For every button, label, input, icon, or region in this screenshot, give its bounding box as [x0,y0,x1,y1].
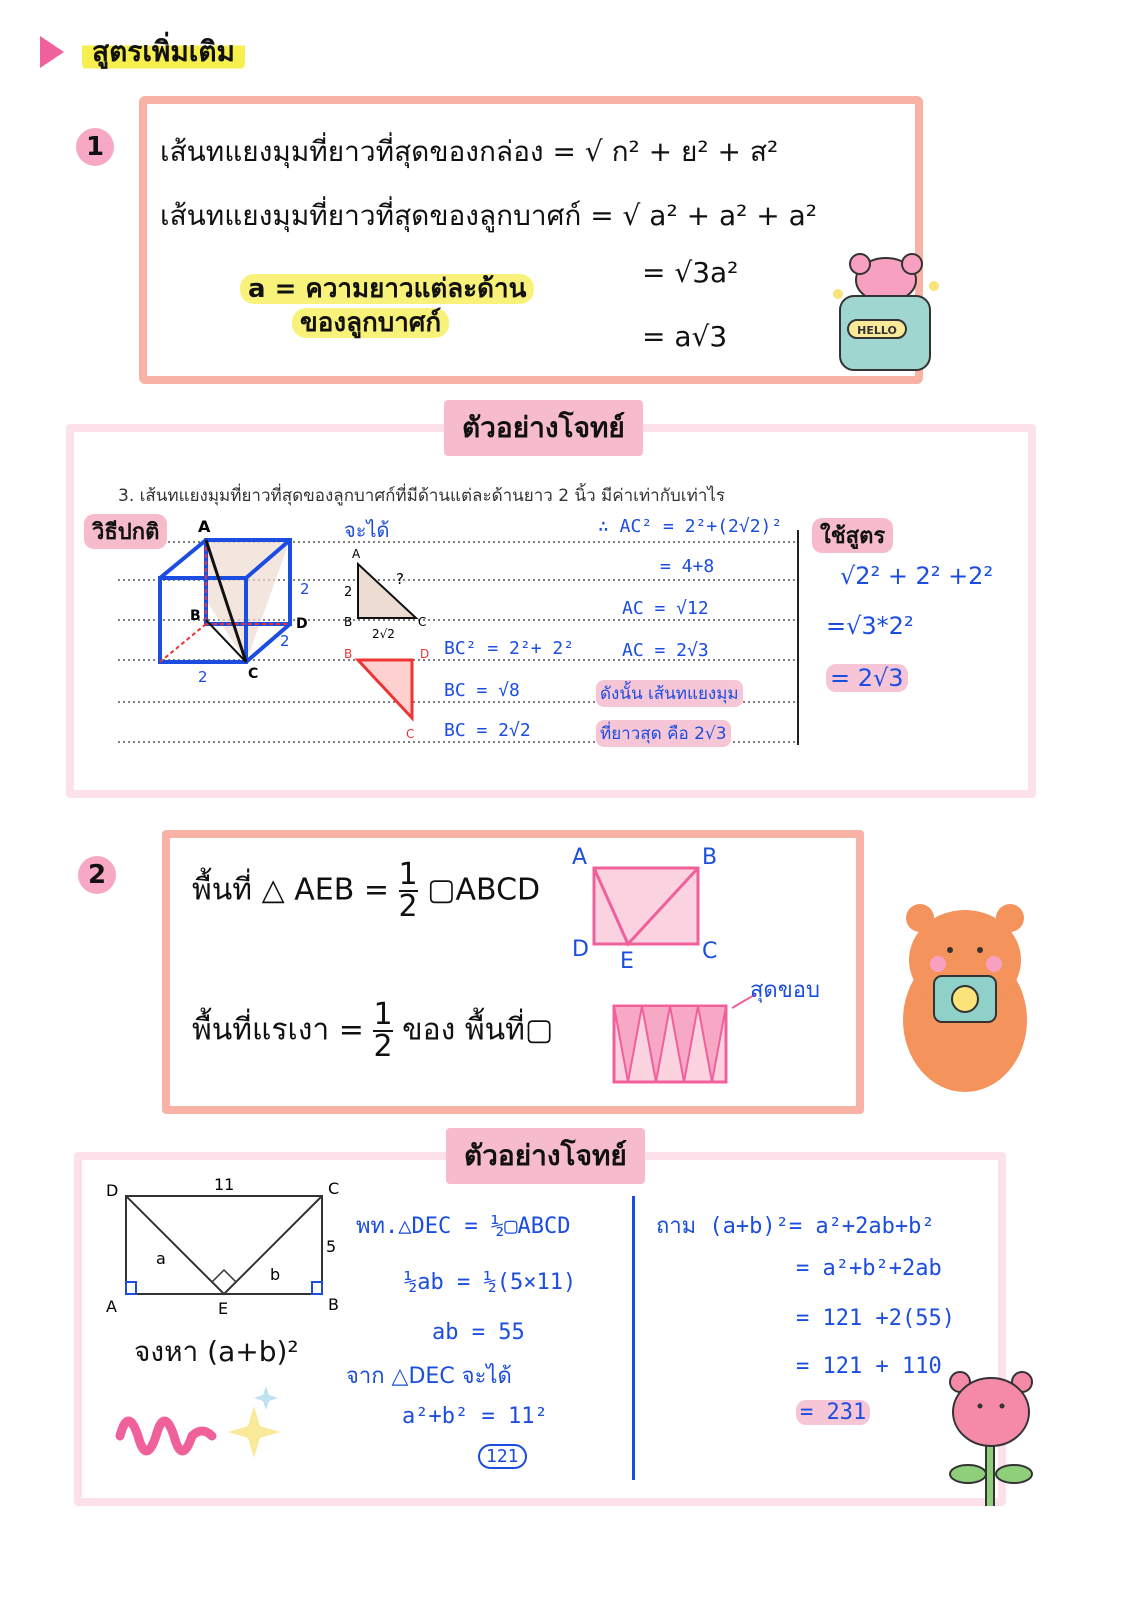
rect-label-c: C [702,939,718,964]
triangle-diagram [338,548,438,744]
cube-diagonal-formula: เส้นทแยงมุมที่ยาวที่สุดของลูกบาศก์ = √ a² + a² + a² [160,199,817,232]
cube-step-3: = a√3 [642,320,728,353]
fig-label-b: B [328,1295,339,1314]
extreme-label: สุดขอบ [750,978,820,1003]
tri2-label-d: D [420,647,430,661]
fig-side-b: b [270,1265,281,1284]
example-tag-1: ตัวอย่างโจทย์ [444,400,643,456]
section-number-2: 2 [78,856,116,894]
mid-step-1: พท.△DEC = ½▢ABCD [356,1214,571,1239]
cube-step-2: = √3a² [642,256,739,289]
formula-label: ใช้สูตร [812,518,893,553]
cube-label-d: D [296,616,308,632]
ac-step-2: = 4+8 [660,556,715,577]
cube-diagram [150,520,330,690]
mid-step-4: จาก △DEC จะได้ [346,1364,512,1389]
rectangle-diagram [566,842,726,972]
flower-bear-sticker-icon [944,1370,1044,1510]
area-tri-label: AEB = [294,872,389,908]
fraction-half-2: $\frac{1}{2}$ [373,997,393,1064]
mid-step-2: ½ab = ½(5×11) [404,1270,577,1295]
page-title: สูตรเพิ่มเติม [82,30,245,74]
mid-step-6: 121 [478,1444,527,1469]
rect-label-d: D [572,937,589,962]
method-label: วิธีปกติ [84,514,167,549]
tri1-base: 2√2 [372,627,395,641]
right-step-2: = a²+b²+2ab [796,1256,942,1281]
shade-suffix: ของ พื้นที่ [402,1012,525,1048]
tri2-label-c: C [406,727,415,741]
fraction-half: $\frac{1}{2}$ [398,857,418,924]
section-number-1: 1 [76,128,114,166]
example-tag-2: ตัวอย่างโจทย์ [446,1128,645,1184]
bear-camera-sticker-icon [890,900,1040,1096]
fig-label-top: 11 [214,1175,235,1194]
rect-label-b: B [702,845,718,870]
tri1-side: 2 [344,585,353,600]
conclusion-line-1: ดังนั้น เส้นทแยงมุม [596,680,743,707]
ac-step-3: AC = √12 [622,598,709,619]
cube-side-2: 2 [280,632,290,650]
rect-label-a: A [572,845,588,870]
divider-line [632,1196,635,1480]
cube-side-3: 2 [198,668,208,686]
get-label: จะได้ [344,518,390,542]
conclusion-line-2: ที่ยาวสุด คือ 2√3 [596,720,731,747]
cube-label-c: C [248,666,259,682]
cube-side-1: 2 [300,580,310,598]
right-step-3: = 121 +2(55) [796,1306,955,1331]
triangle-icon: △ [261,872,285,908]
tri2-label-b: B [344,647,353,661]
doodle-sparkle-icon [112,1380,292,1470]
box-diagonal-formula: เส้นทแยงมุมที่ยาวที่สุดของกล่อง = √ ก² + ย² + ส² [160,135,779,168]
bc-step-1: BC² = 2²+ 2² [444,638,575,659]
right-step-4: = 121 + 110 [796,1354,942,1379]
ac-step-1: ∴ AC² = 2²+(2√2)² [598,516,783,537]
right-step-5: = 231 [796,1400,870,1425]
mid-step-5: a²+b² = 11² [402,1404,548,1429]
find-label: จงหา (a+b)² [134,1335,299,1368]
shaded-rectangle-diagram [612,1002,732,1086]
square-icon-2: ▢ [524,1012,554,1048]
formula-step-1: √2² + 2² +2² [840,562,994,590]
bc-step-2: BC = √8 [444,680,520,701]
fig-label-right: 5 [326,1237,337,1256]
header-arrow-icon [40,36,64,68]
example-question: 3. เส้นทแยงมุมที่ยาวที่สุดของลูกบาศก์ที่มีด้านแต่ละด้านยาว 2 นิ้ว มีค่าเท่ากับเท่าไร [118,486,726,506]
toaster-label: HELLO [857,324,897,337]
cube-label-a: A [198,520,211,536]
bc-step-3: BC = 2√2 [444,720,531,741]
note-line-1: a = ความยาวแต่ละด้าน [240,268,534,309]
ac-step-4: AC = 2√3 [622,640,709,661]
toaster-sticker-icon [828,250,940,380]
shade-formula [192,997,554,1064]
tri1-hyp: ? [396,570,404,588]
fig-side-a: a [156,1249,166,1268]
right-step-1: ถาม (a+b)²= a²+2ab+b² [656,1214,935,1239]
formula-step-3: = 2√3 [826,664,908,692]
area-formula [192,857,541,924]
tri1-label-b: B [344,615,353,629]
area-prefix: พื้นที่ [192,872,253,908]
note-line-2: ของลูกบาศก์ [292,302,449,343]
area-rect-label: ABCD [455,872,541,908]
fig-label-e: E [218,1299,229,1318]
fig-label-d: D [106,1181,119,1200]
fig-label-a: A [106,1297,117,1316]
rectangle-triangle-figure [100,1170,350,1320]
rect-label-e: E [620,949,634,972]
square-icon: ▢ [427,872,456,908]
cube-label-b: B [190,608,201,624]
shade-prefix: พื้นที่แรเงา = [192,1012,364,1048]
formula-step-2: =√3*2² [826,612,914,640]
tri1-label-a: A [352,548,361,561]
tri1-label-c: C [418,615,427,629]
fig-label-c: C [328,1179,340,1198]
mid-step-3: ab = 55 [432,1320,525,1345]
